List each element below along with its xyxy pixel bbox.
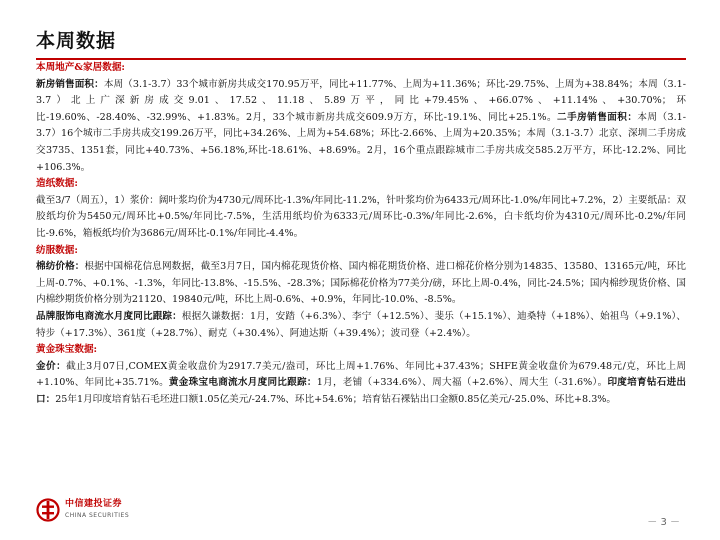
item-label: 印度培育钻石进出口：: [36, 377, 687, 405]
section-heading: 本周地产&家居数据:: [36, 62, 125, 73]
item-label: 金价：: [36, 360, 67, 372]
item-text: 截至3/7（周五），1）浆价：阔叶浆均价为4730元/周环比-1.3%/年同比-11.2%，针叶浆均价为6433元/周环比-1.0%/年同比+7.2%，2）主要纸品：双胶纸均价为5450元/周环比+0.5%/年同比-7.5%，生活用纸均价为6333元/周环比-0.3%/年同比-2.6%，白卡纸均价为4310元/周环比-0.2%/年同比-9.6%，箱板纸均价为3686元/周环比-0.1%/年同比-4.4%。: [36, 194, 686, 239]
section-paragraph: [36, 259, 686, 309]
section-paragraph: [36, 359, 686, 409]
item-label: 二手房销售面积：: [557, 111, 638, 123]
section-paragraph: [36, 77, 686, 177]
report-body: [36, 60, 686, 408]
section-heading: 黄金珠宝数据:: [36, 344, 98, 356]
item-label: 新房销售面积：: [36, 78, 104, 90]
section-heading: 纺服数据:: [36, 244, 78, 256]
item-text: 根据久谦数据：1月，安踏（+6.3%）、李宁（+12.5%）、斐乐（+15.1%）、迪桑特（+18%）、始祖鸟（+9.1%）、特步（+17.3%）、361度（+28.7%）、耐克（+30.4%）、阿迪达斯（+39.4%）；波司登（+2.4%）。: [36, 310, 686, 339]
item-text: 本周（3.1-3.7）16个城市二手房共成交199.26万平，同比+34.26%、上周为+54.68%；环比-2.66%、上周为+20.35%；本周（3.1-3.7）北京、深圳二手房成交3735、1351套，同比+40.73%、+56.18%,环比-18.61%、+8.69%。2月，16个重点跟踪城市二手房共成交585.2万平方，环比-12.2%、同比+106.3%。: [36, 111, 687, 173]
section-heading: 造纸数据:: [36, 178, 78, 190]
section-paragraph: [36, 309, 686, 342]
item-text: 25年1月印度培育钻石毛坯进口额1.05亿美元/-24.7%、环比+54.6%；培育钻石裸钻出口金额0.85亿美元/-25.0%、环比+8.3%。: [55, 393, 617, 405]
logo-icon: [36, 498, 60, 522]
company-logo: [36, 497, 129, 523]
section-paragraph: [36, 193, 686, 243]
item-text: 截止3月07日,COMEX黄金收盘价为2917.7美元/盎司，环比上周+1.76%、年同比+37.43%；SHFE黄金收盘价为679.48元/克，环比上周+1.10%、年同比+35.71%。: [36, 360, 687, 389]
item-text: 根据中国棉花信息网数据，截至3月7日，国内棉花现货价格、国内棉花期货价格、进口棉花价格分别为14835、13580、13165元/吨，环比上周-0.7%、+0.1%、-1.3%，年同比-13.8%、-15.5%、-28.3%；国际棉花价格为77美分/磅，环比上周-0.4%，同比-24.5%；国内棉纱现货价格、国内棉纱期货价格分别为21120、19840元/吨，环比上周-0.6%、+0.9%，年同比-10.0%、-8.5%。: [36, 261, 687, 306]
item-label: 棉纺价格：: [36, 261, 85, 273]
page-title: 本周数据: [36, 30, 117, 52]
item-text: 1月，老铺（+334.6%）、周大福（+2.6%）、周大生（-31.6%）。: [316, 377, 608, 389]
item-label: 品牌服饰电商流水月度同比跟踪：: [36, 310, 182, 322]
logo-name-cn: 中信建投证券: [65, 499, 123, 509]
item-text: 本周（3.1-3.7）33个城市新房共成交170.95万平，同比+11.77%、上周为+11.36%；环比-29.75%、上周为+38.84%；本周（3.1-3.7）北上广深新房成交9.01、17.52、11.18、5.89万平，同比+79.45%、+66.07%、+11.14%、+30.70%；环比-19.60%、-28.40%、-32.99%、+1.83%。2月，33个城市新房共成交609.9万方，环比-19.1%、同比+25.1%。: [36, 78, 686, 123]
logo-name-en: CHINA SECURITIES: [65, 512, 130, 519]
item-label: 黄金珠宝电商流水月度同比跟踪：: [168, 377, 317, 389]
page-number: － 3 －: [647, 517, 680, 528]
